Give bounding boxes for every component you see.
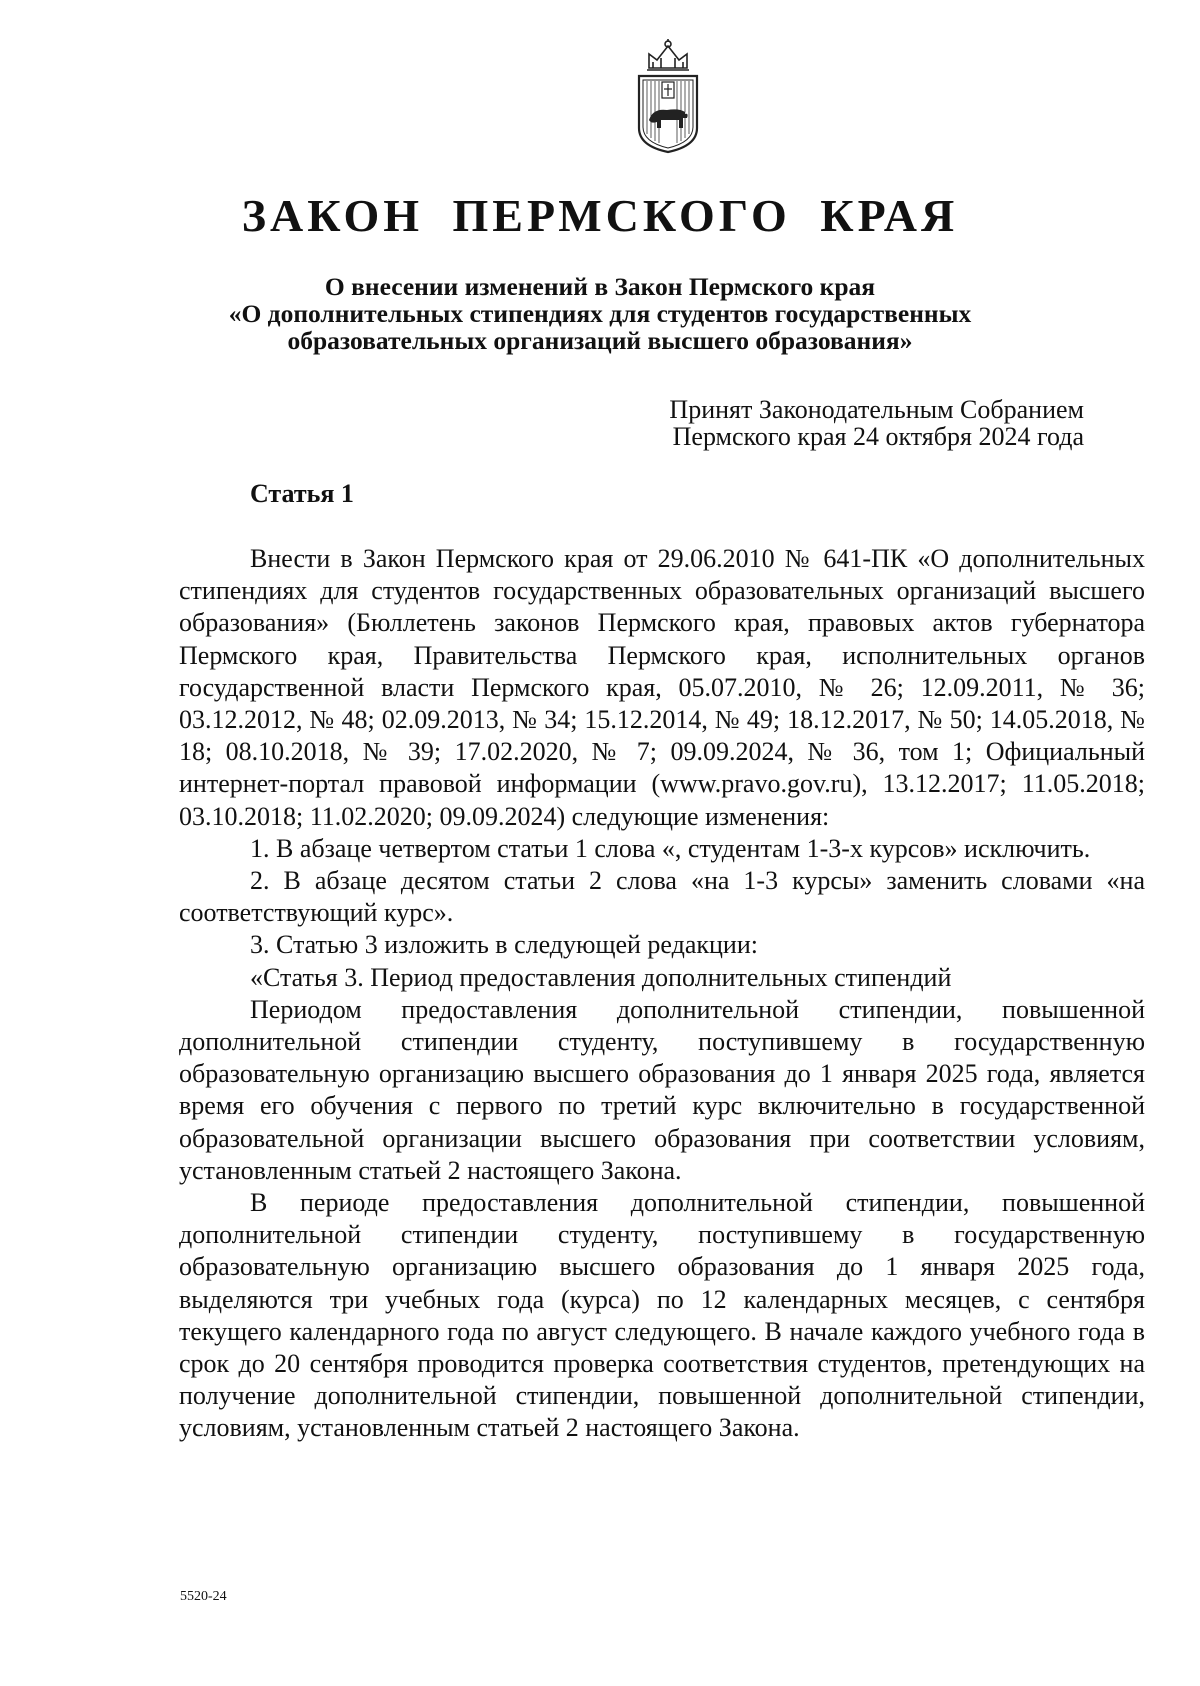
subtitle-line: О внесении изменений в Закон Пермского края — [324, 272, 876, 301]
article-paragraph: Периодом предоставления дополнительной стипендии, повышенной дополнительной стипендии студенту, поступившему в государственную образовательную организацию высшего образования до 1 января 2025 года, является время его обучения с первого по третий курс включительно в государственной образовательной организации высшего образования при соответствии условиям, установленным статьей 2 настоящего Закона. — [179, 994, 1145, 1185]
coat-of-arms-emblem — [631, 38, 705, 154]
article-paragraph: 2. В абзаце десятом статьи 2 слова «на 1-3 курсы» заменить словами «на соответствующий курс». — [179, 866, 1145, 928]
article-heading: Статья 1 — [250, 479, 354, 508]
article-paragraph: В периоде предоставления дополнительной стипендии, повышенной дополнительной стипендии студенту, поступившему в государственную образовательную организацию высшего образования до 1 января 2025 года, выделяются три учебных года (курса) по 12 календарных месяцев, с сентября текущего календарного года по август следующего. В начале каждого учебного года в срок до 20 сентября проводится проверка соответствия студентов, претендующих на получение дополнительной стипендии, повышенной дополнительной стипендии, условиям, установленным статьей 2 настоящего Закона. — [179, 1188, 1145, 1443]
article-paragraph: «Статья 3. Период предоставления дополнительных стипендий — [250, 962, 952, 992]
article-body — [179, 543, 1145, 1445]
article-paragraph: 1. В абзаце четвертом статьи 1 слова «, студентам 1-3-х курсов» исключить. — [250, 833, 1091, 863]
article-paragraph: Внести в Закон Пермского края от 29.06.2010 № 641-ПК «О дополнительных стипендиях для студентов государственных образовательных организаций высшего образования» (Бюллетень законов Пермского края, правовых актов губернатора Пермского края, Правительства Пермского края, исполнительных органов государственной власти Пермского края, 05.07.2010, № 26; 12.09.2011, № 36; 03.12.2012, № 48; 02.09.2013, № 34; 15.12.2014, № 49; 18.12.2017, № 50; 14.05.2018, № 18; 08.10.2018, № 39; 17.02.2020, № 7; 09.09.2024, № 36, том 1; Официальный интернет-портал правовой информации (www.pravo.gov.ru), 13.12.2017; 11.05.2018; 03.10.2018; 11.02.2020; 09.09.2024) следующие изменения: — [179, 544, 1145, 831]
adoption-line: Принят Законодательным Собранием — [669, 395, 1084, 424]
article-paragraph: 3. Статью 3 изложить в следующей редакции: — [250, 930, 758, 960]
subtitle-line: «О дополнительных стипендиях для студентов государственных — [228, 299, 972, 328]
subtitle-line: образовательных организаций высшего образования» — [287, 326, 913, 355]
law-subtitle — [200, 273, 1000, 354]
law-title: ЗАКОН ПЕРМСКОГО КРАЯ — [241, 190, 959, 241]
document-number: 5520-24 — [180, 1589, 227, 1604]
adoption-note — [600, 396, 1084, 450]
adoption-line: Пермского края 24 октября 2024 года — [672, 422, 1084, 451]
